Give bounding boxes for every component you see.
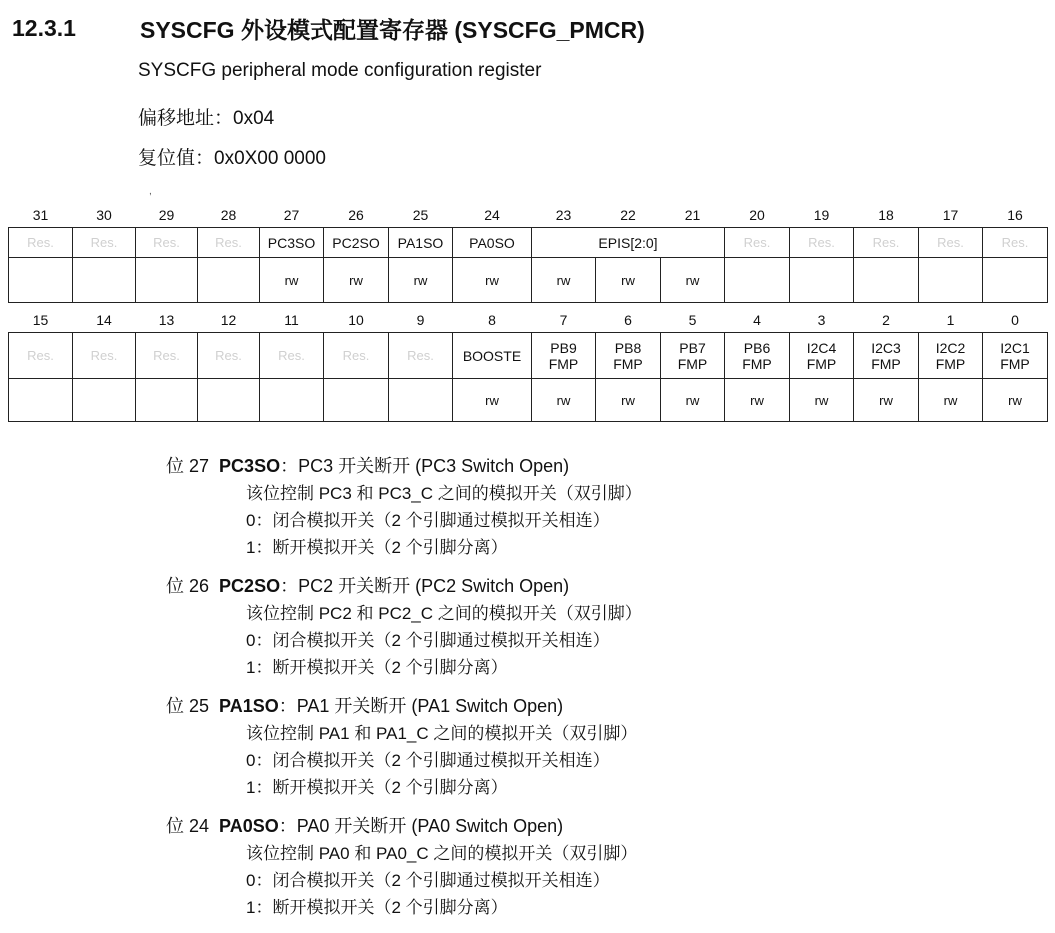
field-epis: EPIS[2:0] xyxy=(532,228,725,258)
reserved-field xyxy=(324,333,389,379)
field-title: ：PC2 开关断开 (PC2 Switch Open) xyxy=(280,576,570,596)
description-line: 1：断开模拟开关（2 个引脚分离） xyxy=(246,658,508,677)
description-line: 1：断开模拟开关（2 个引脚分离） xyxy=(246,778,508,797)
field-heading xyxy=(166,573,1036,600)
reserved-field xyxy=(9,333,73,379)
bit-number: 5 xyxy=(688,312,697,328)
field-name-line: I2C2 xyxy=(935,339,966,356)
field-name-line: PB6 xyxy=(743,339,771,356)
reserved-field xyxy=(389,333,453,379)
field-name-line: FMP xyxy=(935,355,966,372)
bit-number: 13 xyxy=(158,312,175,328)
field-i2c3fmp xyxy=(854,333,919,379)
field-name: PA1SO xyxy=(219,696,279,716)
access-cell: rw xyxy=(661,258,725,303)
field-pb6fmp xyxy=(725,333,790,379)
bit-number: 27 xyxy=(283,207,300,223)
bit-number: 17 xyxy=(942,207,959,223)
bit-number: 4 xyxy=(753,312,761,328)
field-pb7fmp xyxy=(661,333,725,379)
access-cell xyxy=(73,258,136,303)
access-cell: rw xyxy=(596,379,661,422)
reserved-field: Res. xyxy=(919,228,983,258)
register-table-upper xyxy=(8,203,1048,303)
access-cell xyxy=(9,258,73,303)
field-description-pc3so xyxy=(166,453,1036,561)
bit-number: 30 xyxy=(96,207,112,223)
register-table-lower xyxy=(8,308,1048,422)
field-name-line: FMP xyxy=(677,355,708,372)
bit-number: 16 xyxy=(1007,207,1023,223)
access-cell xyxy=(389,379,453,422)
field-title: ：PA0 开关断开 (PA0 Switch Open) xyxy=(278,816,564,836)
access-cell: rw xyxy=(661,379,725,422)
register-english-name: SYSCFG peripheral mode configuration register xyxy=(138,60,542,81)
reserved-field: Res. xyxy=(9,228,73,258)
field-booste xyxy=(453,333,532,379)
field-description-pa0so xyxy=(166,813,1036,921)
access-cell: rw xyxy=(919,379,983,422)
field-name-line: I2C1 xyxy=(1000,339,1030,356)
field-i2c4fmp xyxy=(790,333,854,379)
bit-number: 12 xyxy=(220,312,237,328)
bit-position: 位 27 xyxy=(166,456,210,476)
bit-number: 18 xyxy=(878,207,894,223)
bit-number: 29 xyxy=(158,207,175,223)
description-line: 0：闭合模拟开关（2 个引脚通过模拟开关相连） xyxy=(246,871,610,890)
access-cell: rw xyxy=(725,379,790,422)
section-title: SYSCFG 外设模式配置寄存器 (SYSCFG_PMCR) xyxy=(140,16,645,43)
field-pa0so: PA0SO xyxy=(453,228,532,258)
access-row xyxy=(9,258,1048,303)
reserved-field: Res. xyxy=(136,228,198,258)
bit-number: 21 xyxy=(684,207,701,223)
bit-number: 2 xyxy=(882,312,890,328)
description-line: 0：闭合模拟开关（2 个引脚通过模拟开关相连） xyxy=(246,751,610,770)
section-heading xyxy=(12,10,645,46)
reserved-field: Res. xyxy=(73,228,136,258)
description-line: 1：断开模拟开关（2 个引脚分离） xyxy=(246,898,508,917)
bit-number: 0 xyxy=(1011,312,1019,328)
field-name-line: FMP xyxy=(613,355,643,372)
field-pb8fmp xyxy=(596,333,661,379)
access-cell: rw xyxy=(983,379,1048,422)
reset-value: 复位值：0x0X00 0000 xyxy=(138,148,326,169)
bit-number: 9 xyxy=(416,312,425,328)
bit-number: 14 xyxy=(96,312,112,328)
field-name-line: Res. xyxy=(90,347,118,363)
access-cell xyxy=(198,258,260,303)
access-cell: rw xyxy=(260,258,324,303)
bit-number: 23 xyxy=(555,207,572,223)
access-cell xyxy=(9,379,73,422)
access-cell: rw xyxy=(324,258,389,303)
description-line: 该位控制 PC3 和 PC3_C 之间的模拟开关（双引脚） xyxy=(246,484,642,503)
field-title: ：PC3 开关断开 (PC3 Switch Open) xyxy=(280,456,570,476)
field-pa1so: PA1SO xyxy=(389,228,453,258)
access-cell xyxy=(324,379,389,422)
field-description-pc2so xyxy=(166,573,1036,681)
description-line: 该位控制 PA0 和 PA0_C 之间的模拟开关（双引脚） xyxy=(246,844,638,863)
field-name-row xyxy=(9,333,1048,379)
bit-number: 26 xyxy=(348,207,364,223)
access-cell: rw xyxy=(790,379,854,422)
field-name-line: FMP xyxy=(871,355,901,372)
bit-number: 25 xyxy=(412,207,429,223)
bit-number: 7 xyxy=(559,312,568,328)
field-descriptions xyxy=(166,453,1036,933)
access-cell: rw xyxy=(532,379,596,422)
access-cell xyxy=(919,258,983,303)
access-cell xyxy=(725,258,790,303)
bit-number: 28 xyxy=(220,207,237,223)
bit-number: 20 xyxy=(749,207,765,223)
field-name-row xyxy=(9,228,1048,258)
access-cell: rw xyxy=(389,258,453,303)
access-cell xyxy=(136,379,198,422)
offset-address: 偏移地址：0x04 xyxy=(138,108,275,129)
bit-number: 1 xyxy=(946,312,955,328)
field-name-line: FMP xyxy=(1000,355,1030,372)
access-cell: rw xyxy=(453,258,532,303)
access-cell xyxy=(790,258,854,303)
reserved-field: Res. xyxy=(854,228,919,258)
field-pc3so: PC3SO xyxy=(260,228,324,258)
reserved-field: Res. xyxy=(790,228,854,258)
field-name-line: Res. xyxy=(278,347,305,363)
description-line: 1：断开模拟开关（2 个引脚分离） xyxy=(246,538,508,557)
field-heading xyxy=(166,813,1036,840)
description-line: 该位控制 PA1 和 PA1_C 之间的模拟开关（双引脚） xyxy=(246,724,638,743)
description-line: 0：闭合模拟开关（2 个引脚通过模拟开关相连） xyxy=(246,511,610,530)
field-name: PC2SO xyxy=(219,576,281,596)
field-name-line: I2C4 xyxy=(806,339,837,356)
bit-number: 31 xyxy=(32,207,49,223)
section-number: 12.3.1 xyxy=(12,14,76,41)
stray-tick-mark: , xyxy=(149,186,152,197)
field-name-line: BOOSTE xyxy=(462,347,522,364)
reserved-field: Res. xyxy=(198,228,260,258)
field-pb9fmp xyxy=(532,333,596,379)
field-pc2so: PC2SO xyxy=(324,228,389,258)
field-name-line: FMP xyxy=(548,355,579,372)
reserved-field xyxy=(198,333,260,379)
access-cell: rw xyxy=(453,379,532,422)
bit-number: 8 xyxy=(488,312,496,328)
field-i2c2fmp xyxy=(919,333,983,379)
access-cell xyxy=(73,379,136,422)
bit-position: 位 26 xyxy=(166,576,210,596)
field-name-line: FMP xyxy=(742,355,772,372)
bit-number: 3 xyxy=(817,312,826,328)
access-cell xyxy=(983,258,1048,303)
bit-number: 15 xyxy=(32,312,49,328)
access-cell xyxy=(260,379,324,422)
reserved-field xyxy=(260,333,324,379)
bit-position: 位 24 xyxy=(166,816,210,836)
reserved-field: Res. xyxy=(725,228,790,258)
field-name: PC3SO xyxy=(219,456,281,476)
field-name-line: Res. xyxy=(215,347,242,363)
access-cell xyxy=(198,379,260,422)
field-heading xyxy=(166,693,1036,720)
description-line: 该位控制 PC2 和 PC2_C 之间的模拟开关（双引脚） xyxy=(246,604,642,623)
field-name-line: I2C3 xyxy=(871,339,901,356)
reserved-field xyxy=(73,333,136,379)
bit-number: 6 xyxy=(624,312,632,328)
reserved-field xyxy=(136,333,198,379)
bit-position: 位 25 xyxy=(166,696,210,716)
field-name-line: Res. xyxy=(342,347,370,363)
access-cell: rw xyxy=(532,258,596,303)
bit-number-row xyxy=(9,203,1048,228)
access-cell: rw xyxy=(596,258,661,303)
reserved-field: Res. xyxy=(983,228,1048,258)
field-name-line: PB8 xyxy=(614,339,642,356)
bit-number: 19 xyxy=(813,207,830,223)
access-row xyxy=(9,379,1048,422)
access-cell xyxy=(854,258,919,303)
access-cell: rw xyxy=(854,379,919,422)
bit-number: 24 xyxy=(484,207,500,223)
field-name-line: Res. xyxy=(407,347,434,363)
field-i2c1fmp xyxy=(983,333,1048,379)
field-name: PA0SO xyxy=(219,816,279,836)
bit-number: 10 xyxy=(348,312,364,328)
field-description-pa1so xyxy=(166,693,1036,801)
access-cell xyxy=(136,258,198,303)
field-name-line: Res. xyxy=(153,347,180,363)
bit-number: 22 xyxy=(620,207,636,223)
field-name-line: PB7 xyxy=(679,339,706,356)
field-name-line: Res. xyxy=(27,347,54,363)
field-heading xyxy=(166,453,1036,480)
bit-number: 11 xyxy=(284,312,299,328)
description-line: 0：闭合模拟开关（2 个引脚通过模拟开关相连） xyxy=(246,631,610,650)
field-name-line: FMP xyxy=(806,355,837,372)
field-name-line: PB9 xyxy=(550,339,577,356)
field-title: ：PA1 开关断开 (PA1 Switch Open) xyxy=(278,696,564,716)
bit-number-row xyxy=(9,308,1048,333)
